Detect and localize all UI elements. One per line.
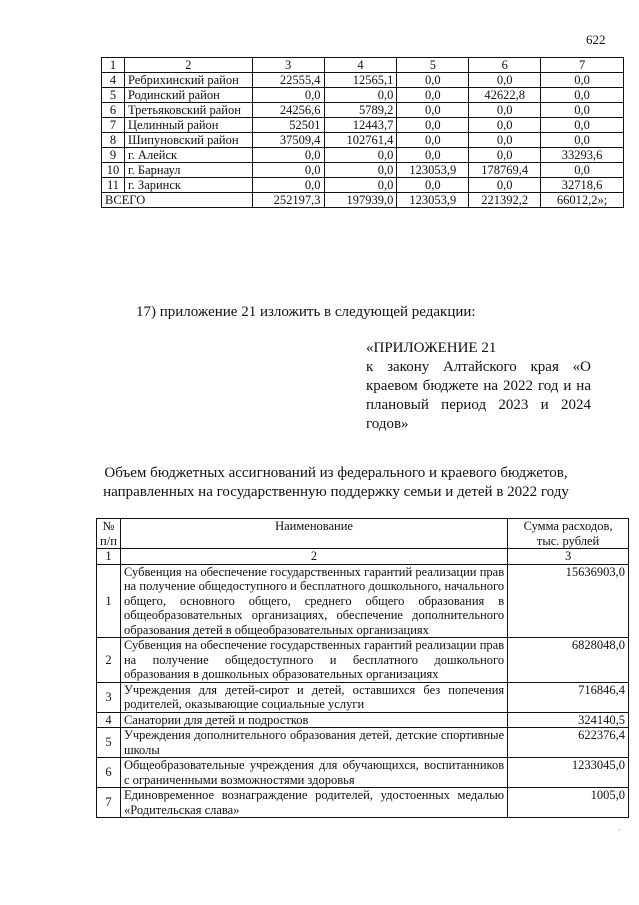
amount-cell: 0,0 bbox=[541, 133, 624, 148]
row-number: 6 bbox=[102, 103, 125, 118]
row-number: 5 bbox=[97, 728, 121, 758]
district-name: г. Заринск bbox=[124, 178, 252, 193]
amount-cell: 32718,6 bbox=[541, 178, 624, 193]
document-title: Объем бюджетных ассигнований из федерального и краевого бюджетов, направленных на государственную поддержку семьи и детей в 2022 году bbox=[103, 465, 569, 500]
amount-cell: 0,0 bbox=[252, 88, 324, 103]
header-amount: Сумма расходов, тыс. рублей bbox=[508, 519, 629, 549]
total-amount: 252197,3 bbox=[252, 193, 324, 208]
amount-cell: 0,0 bbox=[541, 118, 624, 133]
amount-cell: 0,0 bbox=[541, 163, 624, 178]
amount-cell: 15636903,0 bbox=[508, 564, 629, 638]
amendment-item-17: 17) приложение 21 изложить в следующей редакции: bbox=[136, 304, 476, 320]
page-number: 622 bbox=[586, 32, 606, 47]
item-name: Единовременное вознаграждение родителей, удостоенных медалью «Родительская слава» bbox=[120, 788, 507, 818]
amount-cell: 0,0 bbox=[252, 163, 324, 178]
amount-cell: 0,0 bbox=[324, 163, 397, 178]
header-cell: 6 bbox=[469, 58, 541, 73]
table-row bbox=[97, 712, 629, 728]
table-row bbox=[97, 728, 629, 758]
row-number: 5 bbox=[102, 88, 125, 103]
total-amount: 221392,2 bbox=[469, 193, 541, 208]
amount-cell: 0,0 bbox=[541, 88, 624, 103]
amount-cell: 0,0 bbox=[397, 103, 469, 118]
header-name: Наименование bbox=[120, 519, 507, 549]
total-label: ВСЕГО bbox=[102, 193, 253, 208]
table-row bbox=[97, 638, 629, 683]
total-amount: 197939,0 bbox=[324, 193, 397, 208]
family-support-table bbox=[96, 518, 629, 818]
amount-cell: 0,0 bbox=[541, 103, 624, 118]
table-row bbox=[97, 758, 629, 788]
district-name: Шипуновский район bbox=[124, 133, 252, 148]
item-name: Общеобразовательные учреждения для обучающихся, воспитанников с ограниченными возможностями здоровья bbox=[120, 758, 507, 788]
table-row bbox=[102, 103, 624, 118]
col-number-3: 3 bbox=[508, 549, 629, 565]
row-number: 8 bbox=[102, 133, 125, 148]
row-number: 7 bbox=[97, 788, 121, 818]
row-number: 3 bbox=[97, 682, 121, 712]
row-number: 11 bbox=[102, 178, 125, 193]
amount-cell: 22555,4 bbox=[252, 73, 324, 88]
amount-cell: 0,0 bbox=[469, 133, 541, 148]
col-number-1: 1 bbox=[97, 549, 121, 565]
appendix-title: «ПРИЛОЖЕНИЕ 21 bbox=[366, 340, 497, 356]
amount-cell: 0,0 bbox=[469, 148, 541, 163]
table-row bbox=[102, 148, 624, 163]
total-amount: 66012,2»; bbox=[541, 193, 624, 208]
header-cell: 7 bbox=[541, 58, 624, 73]
amount-cell: 24256,6 bbox=[252, 103, 324, 118]
district-name: г. Барнаул bbox=[124, 163, 252, 178]
amount-cell: 6828048,0 bbox=[508, 638, 629, 683]
amount-cell: 0,0 bbox=[252, 178, 324, 193]
amount-cell: 5789,2 bbox=[324, 103, 397, 118]
item-name: Субвенция на обеспечение государственных гарантий реализации прав на получение общедоступного и бесплатного дошкольного образования в дошкольных образовательных организациях bbox=[120, 638, 507, 683]
row-number: 1 bbox=[97, 564, 121, 638]
amount-cell: 1233045,0 bbox=[508, 758, 629, 788]
table-header-row bbox=[97, 519, 629, 549]
item-name: Учреждения дополнительного образования детей, детские спортивные школы bbox=[120, 728, 507, 758]
item-name: Учреждения для детей-сирот и детей, оставшихся без попечения родителей, оказывающие социальные услуги bbox=[120, 682, 507, 712]
amount-cell: 1005,0 bbox=[508, 788, 629, 818]
amount-cell: 622376,4 bbox=[508, 728, 629, 758]
header-cell: 5 bbox=[397, 58, 469, 73]
header-num: № п/п bbox=[97, 519, 121, 549]
amount-cell: 0,0 bbox=[469, 103, 541, 118]
row-number: 9 bbox=[102, 148, 125, 163]
appendix-heading bbox=[366, 339, 591, 434]
amount-cell: 0,0 bbox=[397, 148, 469, 163]
row-number: 10 bbox=[102, 163, 125, 178]
row-number: 6 bbox=[97, 758, 121, 788]
item-name: Субвенция на обеспечение государственных гарантий реализации прав на получение общедоступного и бесплатного дошкольного, начального общего, основного общего, среднего общего образования в общеобразовательных организациях, обеспечение дополнительного образования детей в общеобразовательных организациях bbox=[120, 564, 507, 638]
district-name: Третьяковский район bbox=[124, 103, 252, 118]
amount-cell: 12565,1 bbox=[324, 73, 397, 88]
table-row bbox=[102, 133, 624, 148]
district-allocation-table bbox=[101, 57, 624, 208]
amount-cell: 0,0 bbox=[252, 148, 324, 163]
header-cell: 3 bbox=[252, 58, 324, 73]
amount-cell: 0,0 bbox=[469, 73, 541, 88]
district-name: г. Алейск bbox=[124, 148, 252, 163]
item-name: Санатории для детей и подростков bbox=[120, 712, 507, 728]
amount-cell: 37509,4 bbox=[252, 133, 324, 148]
table-row bbox=[97, 564, 629, 638]
district-name: Целинный район bbox=[124, 118, 252, 133]
row-number: 4 bbox=[102, 73, 125, 88]
header-cell: 4 bbox=[324, 58, 397, 73]
table-row bbox=[102, 178, 624, 193]
amount-cell: 324140,5 bbox=[508, 712, 629, 728]
table-row bbox=[97, 788, 629, 818]
amount-cell: 52501 bbox=[252, 118, 324, 133]
amount-cell: 716846,4 bbox=[508, 682, 629, 712]
amount-cell: 123053,9 bbox=[397, 163, 469, 178]
amount-cell: 0,0 bbox=[397, 133, 469, 148]
amount-cell: 0,0 bbox=[469, 118, 541, 133]
district-name: Родинский район bbox=[124, 88, 252, 103]
amount-cell: 0,0 bbox=[324, 178, 397, 193]
amount-cell: 0,0 bbox=[397, 178, 469, 193]
amount-cell: 178769,4 bbox=[469, 163, 541, 178]
amount-cell: 42622,8 bbox=[469, 88, 541, 103]
amount-cell: 33293,6 bbox=[541, 148, 624, 163]
row-number: 2 bbox=[97, 638, 121, 683]
header-cell: 1 bbox=[102, 58, 125, 73]
total-amount: 123053,9 bbox=[397, 193, 469, 208]
amount-cell: 0,0 bbox=[469, 178, 541, 193]
total-row bbox=[102, 193, 624, 208]
amount-cell: 0,0 bbox=[397, 118, 469, 133]
header-cell: 2 bbox=[124, 58, 252, 73]
amount-cell: 0,0 bbox=[397, 88, 469, 103]
row-number: 4 bbox=[97, 712, 121, 728]
amount-cell: 0,0 bbox=[541, 73, 624, 88]
table-header-row bbox=[102, 58, 624, 73]
table-row bbox=[102, 88, 624, 103]
amount-cell: 0,0 bbox=[324, 148, 397, 163]
amount-cell: 12443,7 bbox=[324, 118, 397, 133]
amount-cell: 0,0 bbox=[324, 88, 397, 103]
table-row bbox=[102, 118, 624, 133]
column-numbers-row bbox=[97, 549, 629, 565]
table-row bbox=[102, 163, 624, 178]
amount-cell: 0,0 bbox=[397, 73, 469, 88]
district-name: Ребрихинский район bbox=[124, 73, 252, 88]
scan-mark: · bbox=[618, 826, 621, 835]
row-number: 7 bbox=[102, 118, 125, 133]
appendix-text: к закону Алтайского края «О краевом бюджете на 2022 год и на плановый период 2023 и 2024 годов» bbox=[366, 359, 591, 432]
amount-cell: 102761,4 bbox=[324, 133, 397, 148]
table-row bbox=[97, 682, 629, 712]
col-number-2: 2 bbox=[120, 549, 507, 565]
table-row bbox=[102, 73, 624, 88]
